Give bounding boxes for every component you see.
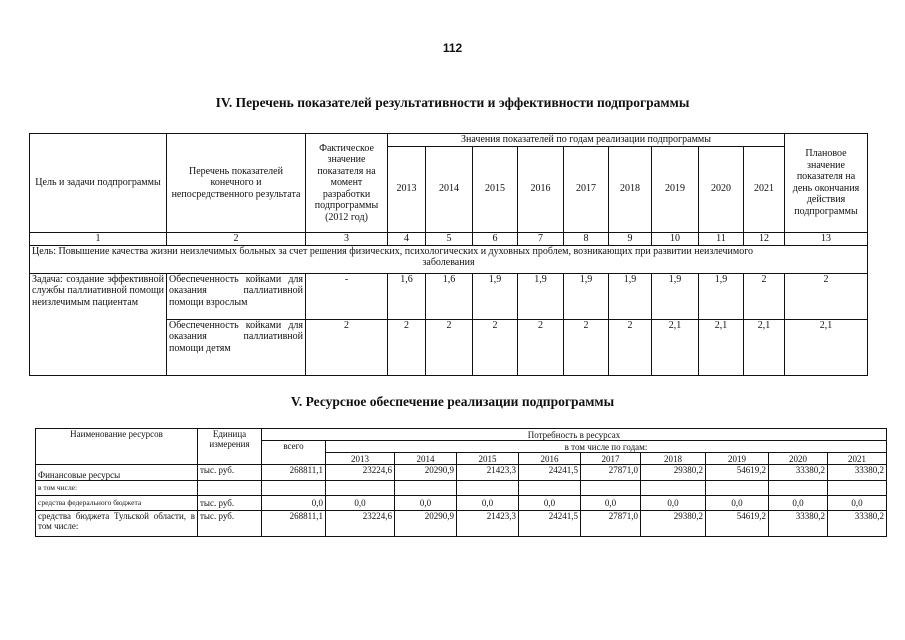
goal-text: Цель: Повышение качества жизни неизлечимых больных за счет решения физических, психологических и духовных проблем, возникающих при развитии неизлечимого	[32, 245, 754, 257]
header-goals: Цель и задачи подпрограммы	[30, 134, 167, 233]
header-by-years: в том числе по годам:	[326, 441, 887, 453]
year-header: 2018	[609, 146, 652, 232]
resource-value: 33380,2	[828, 465, 887, 481]
year-header: 2017	[564, 146, 609, 232]
year-value: 1,9	[652, 273, 699, 319]
year-header: 2015	[457, 453, 519, 465]
header-planned: Плановое значение показателя на день окончания действия подпрограммы	[785, 134, 868, 233]
resource-unit: тыс. руб.	[198, 465, 262, 481]
year-header: 2013	[388, 146, 426, 232]
year-header: 2014	[426, 146, 473, 232]
resource-value: 0,0	[828, 496, 887, 511]
actual-value: 2	[306, 319, 388, 375]
indicator-name: Обеспеченность койками для оказания паллиативной помощи взрослым	[167, 273, 306, 319]
resource-value	[706, 481, 769, 496]
indicator-name: Обеспеченность койками для оказания паллиативной помощи детям	[167, 319, 306, 375]
resource-total: 268811,1	[262, 465, 326, 481]
resource-value: 0,0	[641, 496, 706, 511]
column-number: 3	[306, 232, 388, 245]
resource-name: в том числе:	[36, 481, 198, 496]
resource-name: средства бюджета Тульской области, в том числе:	[36, 511, 198, 537]
header-need: Потребность в ресурсах	[262, 429, 887, 441]
resource-name: средства федерального бюджета	[36, 496, 198, 511]
planned-value: 2,1	[785, 319, 868, 375]
actual-value: -	[306, 273, 388, 319]
year-value: 2	[609, 319, 652, 375]
resource-value: 21423,3	[457, 465, 519, 481]
resource-value: 27871,0	[581, 465, 641, 481]
resource-name: Финансовые ресурсы	[36, 465, 198, 481]
year-header: 2016	[518, 146, 564, 232]
resource-value: 33380,2	[769, 465, 828, 481]
resource-value: 33380,2	[828, 511, 887, 537]
column-number: 5	[426, 232, 473, 245]
planned-value: 2	[785, 273, 868, 319]
year-value: 1,9	[518, 273, 564, 319]
year-header: 2016	[519, 453, 581, 465]
resource-unit	[198, 481, 262, 496]
resource-value: 0,0	[769, 496, 828, 511]
resource-value	[581, 481, 641, 496]
resource-value	[326, 481, 395, 496]
year-header: 2020	[699, 146, 744, 232]
year-header: 2021	[744, 146, 785, 232]
indicators-table	[29, 133, 868, 376]
resource-value: 23224,6	[326, 465, 395, 481]
resources-table	[35, 428, 887, 537]
header-resource-name: Наименование ресурсов	[36, 429, 198, 465]
resource-value: 20290,9	[395, 465, 457, 481]
year-value: 1,9	[564, 273, 609, 319]
year-value: 2,1	[699, 319, 744, 375]
year-header: 2013	[326, 453, 395, 465]
year-header: 2018	[641, 453, 706, 465]
column-number: 6	[473, 232, 518, 245]
column-number: 8	[564, 232, 609, 245]
year-header: 2017	[581, 453, 641, 465]
resource-total	[262, 481, 326, 496]
year-value: 2	[388, 319, 426, 375]
column-number: 4	[388, 232, 426, 245]
column-number: 7	[518, 232, 564, 245]
year-header: 2021	[828, 453, 887, 465]
year-header: 2019	[652, 146, 699, 232]
year-header: 2014	[395, 453, 457, 465]
resource-value: 0,0	[457, 496, 519, 511]
resource-total: 268811,1	[262, 511, 326, 537]
year-value: 2	[473, 319, 518, 375]
header-indicators: Перечень показателей конечного и непосредственного результата	[167, 134, 306, 233]
year-header: 2019	[706, 453, 769, 465]
resource-value: 0,0	[519, 496, 581, 511]
resource-value: 21423,3	[457, 511, 519, 537]
resource-unit: тыс. руб.	[198, 496, 262, 511]
column-number: 11	[699, 232, 744, 245]
year-value: 2	[564, 319, 609, 375]
resource-unit: тыс. руб.	[198, 511, 262, 537]
year-value: 1,9	[699, 273, 744, 319]
header-unit: Единица измерения	[198, 429, 262, 465]
header-actual: Фактическое значение показателя на момент разработки подпрограммы (2012 год)	[306, 134, 388, 233]
column-number: 9	[609, 232, 652, 245]
column-number: 12	[744, 232, 785, 245]
resource-value: 0,0	[326, 496, 395, 511]
year-value: 2	[744, 273, 785, 319]
resource-value	[641, 481, 706, 496]
task-cell: Задача: создание эффективной службы паллиативной помощи неизлечимым пациентам	[30, 273, 167, 375]
column-number: 10	[652, 232, 699, 245]
year-value: 2,1	[652, 319, 699, 375]
resource-value	[769, 481, 828, 496]
resource-value: 29380,2	[641, 511, 706, 537]
resource-value: 20290,9	[395, 511, 457, 537]
year-header: 2020	[769, 453, 828, 465]
column-number: 13	[785, 232, 868, 245]
resource-value: 24241,5	[519, 465, 581, 481]
year-value: 2,1	[744, 319, 785, 375]
goal-row	[30, 245, 868, 273]
header-values-by-year: Значения показателей по годам реализации подпрограммы	[388, 134, 785, 147]
page-number: 112	[442, 41, 463, 55]
year-value: 1,6	[426, 273, 473, 319]
resource-value: 23224,6	[326, 511, 395, 537]
resource-value: 0,0	[395, 496, 457, 511]
year-value: 2	[426, 319, 473, 375]
year-value: 1,9	[473, 273, 518, 319]
goal-text-continued: заболевания	[422, 256, 475, 268]
column-number: 1	[30, 232, 167, 245]
resource-value: 33380,2	[769, 511, 828, 537]
resource-value: 29380,2	[641, 465, 706, 481]
resource-value	[457, 481, 519, 496]
resource-value	[519, 481, 581, 496]
section5-title: V. Ресурсное обеспечение реализации подпрограммы	[290, 394, 615, 409]
year-value: 1,9	[609, 273, 652, 319]
resource-value	[395, 481, 457, 496]
resource-value: 24241,5	[519, 511, 581, 537]
resource-value: 27871,0	[581, 511, 641, 537]
resource-value: 0,0	[581, 496, 641, 511]
section4-title: IV. Перечень показателей результативности и эффективности подпрограммы	[215, 95, 690, 110]
resource-value: 54619,2	[706, 465, 769, 481]
resource-value: 0,0	[706, 496, 769, 511]
header-total: всего	[262, 441, 326, 465]
year-header: 2015	[473, 146, 518, 232]
resource-total: 0,0	[262, 496, 326, 511]
column-number: 2	[167, 232, 306, 245]
resource-value: 54619,2	[706, 511, 769, 537]
year-value: 2	[518, 319, 564, 375]
year-value: 1,6	[388, 273, 426, 319]
resource-value	[828, 481, 887, 496]
